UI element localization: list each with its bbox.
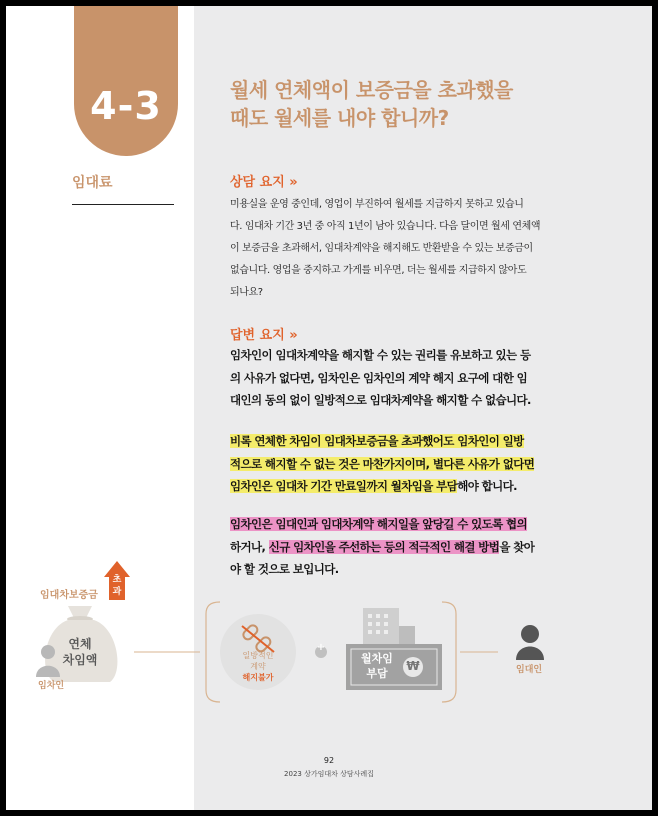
bag-label-line: 차임액 xyxy=(62,653,98,667)
tenant-label: 임차인 xyxy=(38,681,65,691)
won-icon: ₩ xyxy=(406,659,420,673)
answer-line: 대인의 동의 없이 일방적으로 임대차계약을 해지할 수 없습니다. xyxy=(230,393,531,407)
right-bracket xyxy=(442,602,456,702)
bag-label xyxy=(60,636,100,668)
bill-label-line: 부담 xyxy=(366,667,388,680)
consult-line: 다. 임대차 기간 3년 중 아직 1년이 남아 있습니다. 다음 달이면 월세 연체액 xyxy=(230,221,541,232)
highlight-text: 신규 임차인을 주선하는 등의 적극적인 해결 방법 xyxy=(268,539,500,554)
chapter-number: 4-3 xyxy=(90,84,162,128)
consult-heading-text: 상담 요지 xyxy=(230,175,285,190)
diagram xyxy=(6,6,652,810)
answer-text: 하거나, xyxy=(230,539,269,554)
answer-text: 을 찾아 xyxy=(499,539,535,554)
answer-line: 임차인이 임대차계약을 해지할 수 있는 권리를 유보하고 있는 등 xyxy=(230,348,531,362)
excess-label-char-2: 과 xyxy=(112,587,122,597)
answer-line: 의 사유가 없다면, 임차인은 임차인의 계약 해지 요구에 대한 임 xyxy=(230,370,528,385)
up-arrow-icon xyxy=(104,561,130,600)
consult-line: 미용실을 운영 중인데, 영업이 부진하여 월세를 지급하지 못하고 있습니 xyxy=(230,199,524,210)
title-line: 때도 월세를 내야 합니까? xyxy=(230,106,449,130)
plus-sign: + xyxy=(316,642,326,653)
highlight-text: 비록 연체한 차임이 임대차보증금을 초과했어도 임차인이 일방 xyxy=(230,434,524,448)
answer-heading-text: 답변 요지 xyxy=(230,328,285,343)
deposit-label: 임대차보증금 xyxy=(40,590,98,601)
answer-text: 해야 합니다. xyxy=(457,479,517,493)
circle-label-line: 계약 xyxy=(250,662,266,671)
title-line: 월세 연체액이 보증금을 초과했을 xyxy=(230,78,513,102)
bill-label xyxy=(354,651,400,681)
consult-line: 없습니다. 영업을 중지하고 가게를 비우면, 더는 월세를 지급하지 않아도 xyxy=(230,265,527,276)
double-chevron-icon: » xyxy=(289,328,298,343)
circle-label-line: 해지불가 xyxy=(242,673,274,682)
circle-label-line: 일방적인 xyxy=(242,651,274,660)
category-label: 임대료 xyxy=(72,175,113,191)
consult-line: 이 보증금을 초과해서, 임대차계약을 해지해도 반환받을 수 있는 보증금이 xyxy=(230,243,533,254)
bag-label-line: 연체 xyxy=(68,637,92,651)
bill-label-line: 월차임 xyxy=(361,652,393,665)
document-page xyxy=(6,6,652,810)
double-chevron-icon: » xyxy=(289,175,298,190)
consult-line: 되나요? xyxy=(230,287,263,298)
highlight-text: 임차인은 임대인과 임대차계약 해지일을 앞당길 수 있도록 협의 xyxy=(230,517,528,531)
left-bracket xyxy=(206,602,220,702)
landlord-label: 임대인 xyxy=(516,665,543,675)
book-title: 2023 상가임대차 상담사례집 xyxy=(284,770,374,778)
highlight-text: 적으로 해지할 수 없는 것은 마찬가지이며, 별다른 사유가 없다면 xyxy=(230,456,535,471)
page-number: 92 xyxy=(323,756,335,765)
person-icon xyxy=(516,625,544,660)
circle-label xyxy=(228,650,288,683)
highlight-text: 임차인은 임대차 기간 만료일까지 월차임을 부담 xyxy=(230,479,458,493)
excess-label-char-1: 초 xyxy=(112,575,122,585)
answer-line: 야 할 것으로 보입니다. xyxy=(230,562,339,576)
